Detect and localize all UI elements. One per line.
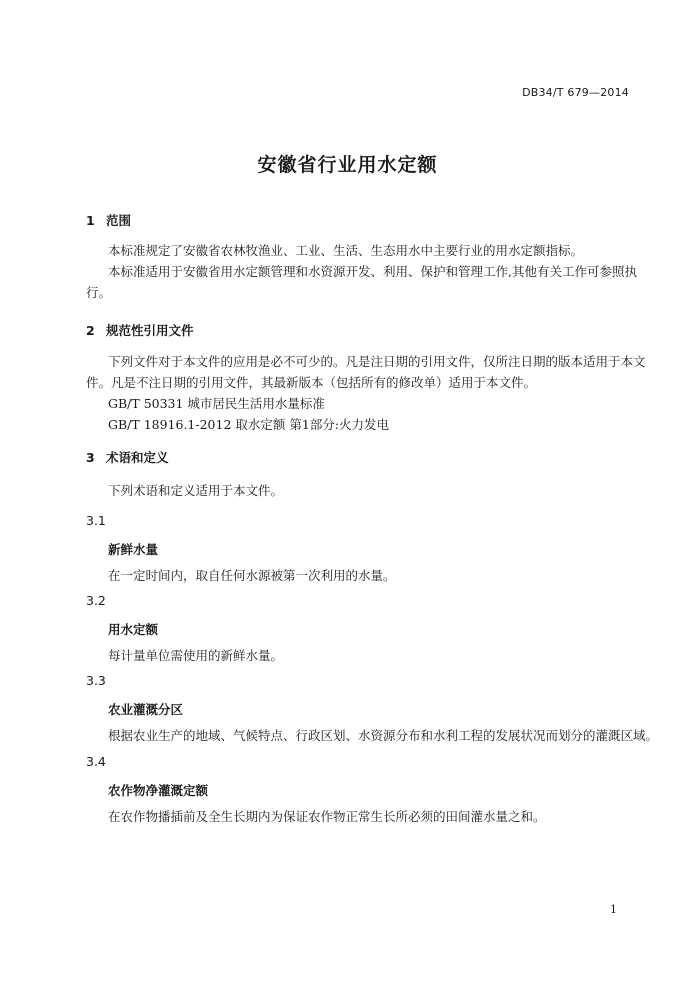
term-number: 3.1 xyxy=(86,513,106,528)
paragraph: 下列术语和定义适用于本文件。 xyxy=(108,483,284,498)
section-3-heading xyxy=(86,448,169,466)
term-definition: 根据农业生产的地域、气候特点、行政区划、水资源分布和水利工程的发展状况而划分的灌溉区域。 xyxy=(108,728,659,743)
section-title: 术语和定义 xyxy=(106,450,169,465)
paragraph: 本标准适用于安徽省用水定额管理和水资源开发、利用、保护和管理工作,其他有关工作可参照执 xyxy=(108,264,637,279)
document-title: 安徽省行业用水定额 xyxy=(257,154,438,176)
page-number: 1 xyxy=(610,903,617,916)
term-definition: 在农作物播插前及全生长期内为保证农作物正常生长所必须的田间灌水量之和。 xyxy=(108,809,546,824)
term-definition: 在一定时间内，取自任何水源被第一次利用的水量。 xyxy=(108,568,396,583)
reference-item: GB/T 18916.1-2012 取水定额 第1部分:火力发电 xyxy=(108,417,390,432)
paragraph-continuation: 行。 xyxy=(86,285,112,300)
document-code: DB34/T 679—2014 xyxy=(522,86,629,99)
section-2-heading xyxy=(86,321,194,339)
section-number: 1 xyxy=(86,213,95,228)
term-name: 农业灌溉分区 xyxy=(108,702,184,717)
term-name: 用水定额 xyxy=(108,622,159,637)
term-definition: 每计量单位需使用的新鲜水量。 xyxy=(108,648,284,663)
term-name: 农作物净灌溉定额 xyxy=(108,783,209,798)
paragraph: 本标准规定了安徽省农林牧渔业、工业、生活、生态用水中主要行业的用水定额指标。 xyxy=(108,243,584,258)
term-name: 新鲜水量 xyxy=(108,542,159,557)
section-1-heading xyxy=(86,211,131,229)
term-number: 3.2 xyxy=(86,593,106,608)
reference-item: GB/T 50331 城市居民生活用水量标准 xyxy=(108,396,325,411)
paragraph: 下列文件对于本文件的应用是必不可少的。凡是注日期的引用文件，仅所注日期的版本适用于本文 xyxy=(108,354,646,369)
section-number: 2 xyxy=(86,323,95,338)
term-number: 3.4 xyxy=(86,754,106,769)
paragraph-continuation: 件。凡是不注日期的引用文件，其最新版本（包括所有的修改单）适用于本文件。 xyxy=(86,375,537,390)
section-title: 范围 xyxy=(106,213,132,228)
section-number: 3 xyxy=(86,450,95,465)
term-number: 3.3 xyxy=(86,673,106,688)
section-title: 规范性引用文件 xyxy=(106,323,194,338)
